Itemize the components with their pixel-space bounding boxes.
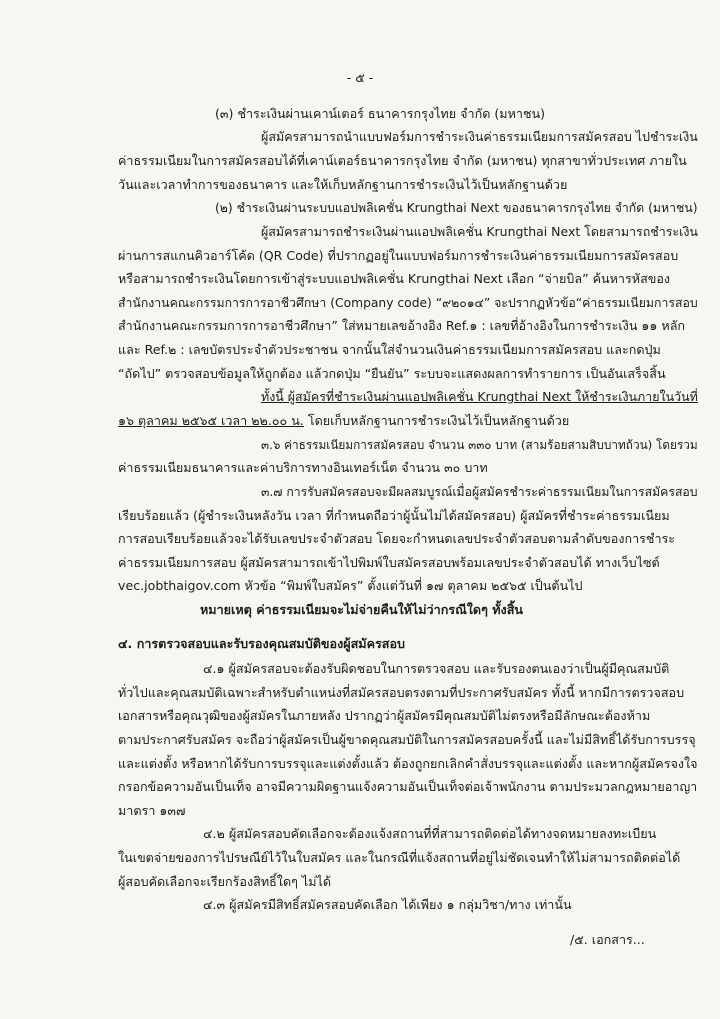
text-line: กรอกข้อความอันเป็นเท็จ อาจมีความผิดฐานแจ้งความอันเป็นเท็จต่อเจ้าพนักงาน ตามประมวลกฎหมายอาญา bbox=[118, 779, 698, 794]
deadline-note: โดยเก็บหลักฐานการชำระเงินไว้เป็นหลักฐานด้วย bbox=[303, 413, 570, 428]
section-heading: ๔. การตรวจสอบและรับรองคุณสมบัติของผู้สมัครสอบ bbox=[118, 636, 406, 651]
text-line: หรือสามารถชำระเงินโดยการเข้าสู่ระบบแอปพลิเคชั่น Krungthai Next เลือก “จ่ายบิล” ค้นหารหัสของ bbox=[118, 271, 671, 286]
text-line: ผ่านการสแกนคิวอาร์โค้ด (QR Code) ที่ปรากฏอยู่ในแบบฟอร์มการชำระเงินค่าธรรมเนียมการสมัครสอบ bbox=[118, 248, 679, 263]
text-line: vec.jobthaigov.com หัวข้อ “พิมพ์ใบสมัคร” ตั้งแต่วันที่ ๑๗ ตุลาคม ๒๕๖๕ เป็นต้นไป bbox=[118, 578, 583, 593]
text-line: ทั่วไปและคุณสมบัติเฉพาะสำหรับตำแหน่งที่สมัครสอบตรงตามที่ประกาศรับสมัคร ทั้งนี้ หากมีการตรวจสอบ bbox=[118, 685, 685, 700]
deadline-underlined: ๑๖ ตุลาคม ๒๕๖๕ เวลา ๒๒.๐๐ น. bbox=[118, 413, 304, 428]
text-line: และ Ref.๒ : เลขบัตรประจำตัวประชาชน จากนั้นใส่จำนวนเงินค่าธรรมเนียมการสมัครสอบ และกดปุ่ม bbox=[118, 342, 661, 357]
text-line: เรียบร้อยแล้ว (ผู้ชำระเงินหลังวัน เวลา ที่กำหนดถือว่าผู้นั้นไม่ได้สมัครสอบ) ผู้สมัครที่ชำระค่าธรรมเนียม bbox=[118, 508, 670, 523]
text-line-underlined: ทั้งนี้ ผู้สมัครที่ชำระเงินผ่านแอปพลิเคชั่น Krungthai Next ให้ชำระเงินภายในวันที่ bbox=[261, 389, 698, 404]
text-line: (๓) ชำระเงินผ่านเคาน์เตอร์ ธนาคารกรุงไทย จำกัด (มหาชน) bbox=[215, 106, 546, 121]
text-line: ในเขตจ่ายของการไปรษณีย์ไว้ในใบสมัคร และในกรณีที่แจ้งสถานที่อยู่ไม่ชัดเจนทำให้ไม่สามารถติดต่อได้ bbox=[118, 850, 681, 865]
text-line: ๔.๒ ผู้สมัครสอบคัดเลือกจะต้องแจ้งสถานที่ที่สามารถติดต่อได้ทางจดหมายลงทะเบียน bbox=[203, 826, 657, 841]
note-heading: หมายเหตุ ค่าธรรมเนียมจะไม่จ่ายคืนให้ไม่ว่ากรณีใดๆ ทั้งสิ้น bbox=[200, 602, 523, 617]
text-line: ๔.๑ ผู้สมัครสอบจะต้องรับผิดชอบในการตรวจสอบ และรับรองตนเองว่าเป็นผู้มีคุณสมบัติ bbox=[203, 661, 670, 676]
page-number: - ๕ - bbox=[346, 70, 374, 85]
text-line: เอกสารหรือคุณวุฒิของผู้สมัครในภายหลัง ปรากฏว่าผู้สมัครมีคุณสมบัติไม่ตรงหรือมีลักษณะต้องห้าม bbox=[118, 708, 651, 723]
text-line: ค่าธรรมเนียมการสอบ ผู้สมัครสามารถเข้าไปพิมพ์ใบสมัครสอบพร้อมเลขประจำตัวสอบได้ ทางเว็บไซต์ bbox=[118, 555, 660, 570]
text-line: ค่าธรรมเนียมในการสมัครสอบได้ที่เคาน์เตอร์ธนาคารกรุงไทย จำกัด (มหาชน) ทุกสาขาทั่วประเทศ ภายใน bbox=[118, 153, 687, 168]
text-line: “ถัดไป” ตรวจสอบข้อมูลให้ถูกต้อง แล้วกดปุ่ม “ยืนยัน” ระบบจะแสดงผลการทำรายการ เป็นอันเสร็จสิ้น bbox=[118, 366, 666, 381]
text-line: ตามประกาศรับสมัคร จะถือว่าผู้สมัครเป็นผู้ขาดคุณสมบัติในการสมัครสอบครั้งนี้ และไม่มีสิทธิ์ได้รับการบรรจุ bbox=[118, 732, 696, 747]
text-line: วันและเวลาทำการของธนาคาร และให้เก็บหลักฐานการชำระเงินไว้เป็นหลักฐานด้วย bbox=[118, 177, 568, 192]
text-line: สำนักงานคณะกรรมการการอาชีวศึกษา” ใส่หมายเลขอ้างอิง Ref.๑ : เลขที่อ้างอิงในการชำระเงิน ๑๑ หลัก bbox=[118, 318, 686, 333]
continuation-marker: /๕. เอกสาร... bbox=[570, 932, 645, 947]
text-line: การสอบเรียบร้อยแล้วจะได้รับเลขประจำตัวสอบ โดยจะกำหนดเลขประจำตัวสอบตามลำดับของการชำระ bbox=[118, 531, 676, 546]
text-line: ๓.๗ การรับสมัครสอบจะมีผลสมบูรณ์เมื่อผู้สมัครชำระค่าธรรมเนียมในการสมัครสอบ bbox=[261, 485, 698, 499]
text-line: ๓.๖ ค่าธรรมเนียมการสมัครสอบ จำนวน ๓๓๐ บาท (สามร้อยสามสิบบาทถ้วน) โดยรวม bbox=[261, 438, 698, 452]
text-line: สำนักงานคณะกรรมการการอาชีวศึกษา (Company code) “๙๒๐๑๔” จะปรากฏหัวข้อ“ค่าธรรมเนียมการสอบ bbox=[118, 296, 698, 310]
text-line: ผู้สมัครสามารถชำระเงินผ่านแอปพลิเคชั่น Krungthai Next โดยสามารถชำระเงิน bbox=[261, 224, 698, 239]
text-line: มาตรา ๑๓๗ bbox=[118, 803, 186, 818]
text-line: ค่าธรรมเนียมธนาคารและค่าบริการทางอินเทอร์เน็ต จำนวน ๓๐ บาท bbox=[118, 460, 488, 475]
text-line: ผู้สอบคัดเลือกจะเรียกร้องสิทธิ์ใดๆ ไม่ได้ bbox=[118, 874, 332, 889]
text-line: ๔.๓ ผู้สมัครมีสิทธิ์สมัครสอบคัดเลือก ได้เพียง ๑ กลุ่มวิชา/ทาง เท่านั้น bbox=[203, 897, 572, 912]
text-line: (๒) ชำระเงินผ่านระบบแอปพลิเคชั่น Krungthai Next ของธนาคารกรุงไทย จำกัด (มหาชน) bbox=[215, 201, 698, 215]
text-line: และแต่งตั้ง หรือหากได้รับการบรรจุและแต่งตั้งแล้ว ต้องถูกยกเลิกคำสั่งบรรจุและแต่งตั้ง และหากผู้สมัครจงใจ bbox=[118, 756, 698, 771]
text-line-mixed bbox=[118, 413, 569, 429]
text-line: ผู้สมัครสามารถนำแบบฟอร์มการชำระเงินค่าธรรมเนียมการสมัครสอบ ไปชำระเงิน bbox=[261, 129, 698, 144]
